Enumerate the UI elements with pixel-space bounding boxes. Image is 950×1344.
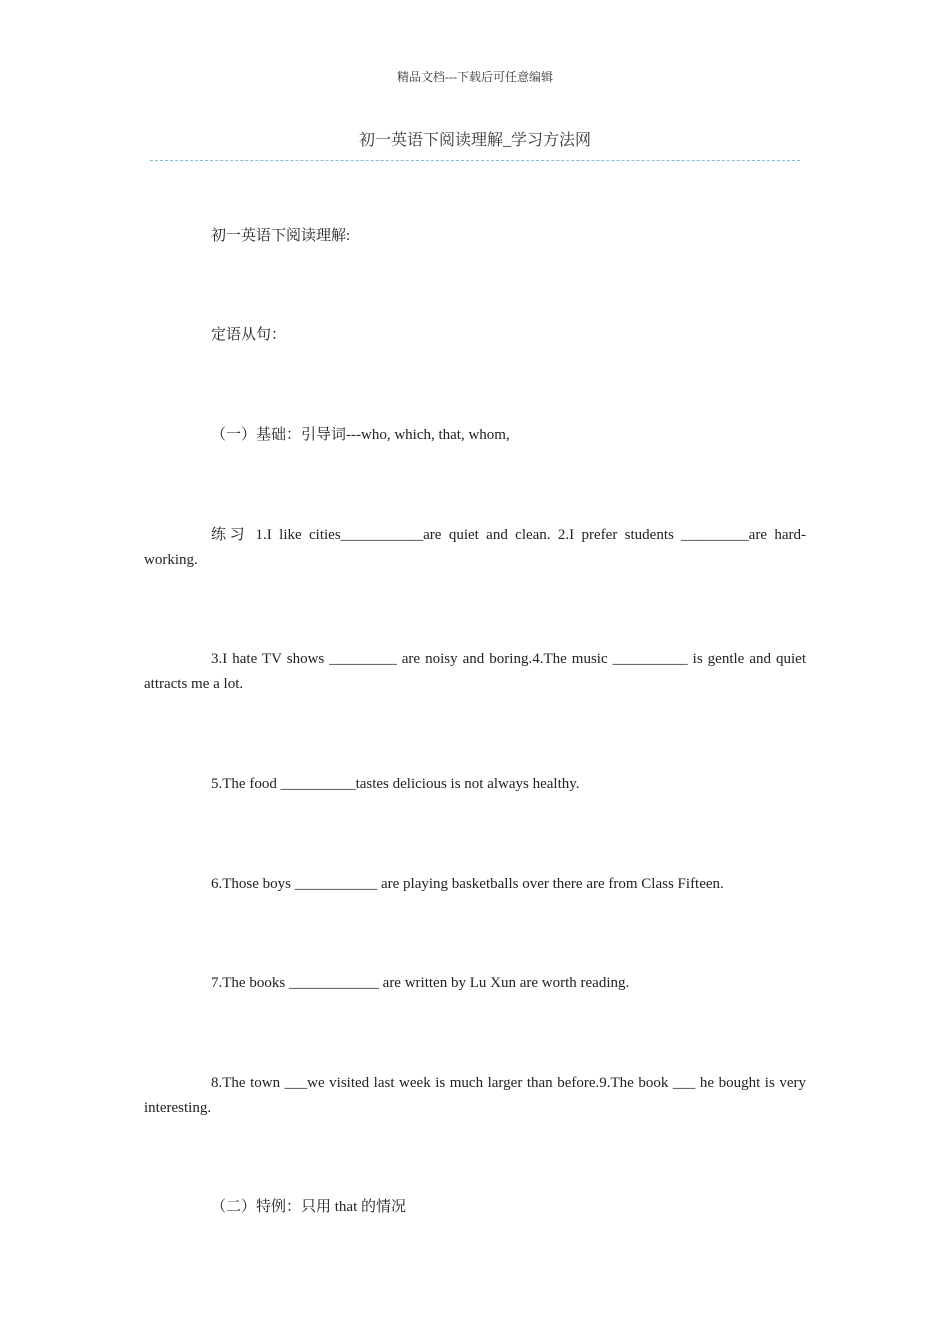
exercise-5: 5.The food __________tastes delicious is not always healthy. xyxy=(211,776,580,792)
title-divider xyxy=(150,160,800,161)
page-header-note: 精品文档---下载后可任意编辑 xyxy=(397,70,553,84)
exercise-6: 6.Those boys ___________ are playing basketballs over there are from Class Fifteen. xyxy=(211,876,724,892)
exercise-1-2: 练习 1.I like cities___________are quiet and clean. 2.I prefer students _________are hard- working. xyxy=(144,527,806,568)
part1-heading: （一）基础：引导词---who, which, that, whom, xyxy=(211,427,510,443)
document-title: 初一英语下阅读理解_学习方法网 xyxy=(358,132,591,149)
intro-line: 初一英语下阅读理解: xyxy=(211,228,351,244)
part2-heading: （二）特例：只用 that 的情况 xyxy=(211,1199,406,1215)
exercise-3-4: 3.I hate TV shows _________ are noisy and boring.4.The music __________ is gentle and quiet attracts me a lot. xyxy=(144,651,806,692)
exercise-7: 7.The books ____________ are written by Lu Xun are worth reading. xyxy=(211,975,630,991)
section-label: 定语从句： xyxy=(211,327,287,343)
exercise-8-9: 8.The town ___we visited last week is much larger than before.9.The book ___ he bought is very interesting. xyxy=(144,1075,806,1116)
